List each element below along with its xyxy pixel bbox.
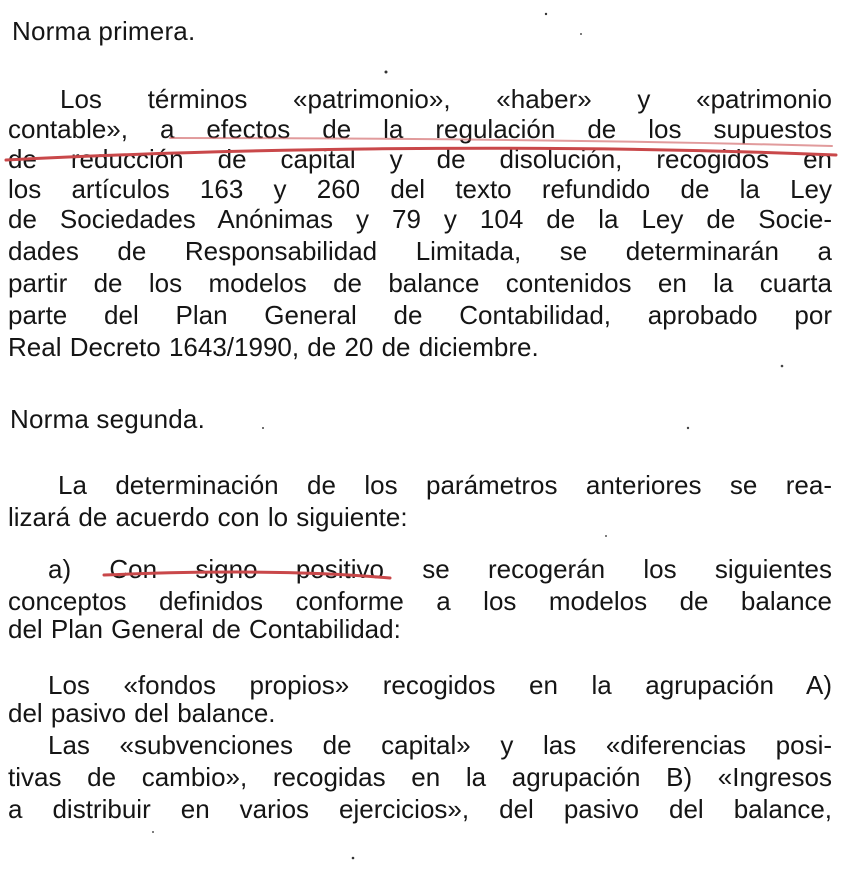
scan-speck [580, 33, 582, 35]
text-line: lizará de acuerdo con lo siguiente: [8, 502, 408, 532]
scan-speck [385, 71, 388, 74]
text-line: contable», a efectos de la regulación de los supuestos [8, 114, 832, 144]
text-line: a distribuir en varios ejercicios», del pasivo del balance, [8, 794, 832, 824]
scan-speck [152, 831, 154, 833]
text-line: del pasivo del balance. [8, 698, 276, 728]
text-line: partir de los modelos de balance contenidos en la cuarta [8, 268, 832, 298]
scan-speck [605, 535, 607, 537]
text-line: a) Con signo positivo se recogerán los siguientes [48, 554, 832, 584]
text-line: los artículos 163 y 260 del texto refundido de la Ley [8, 174, 832, 204]
text-line: parte del Plan General de Contabilidad, aprobado por [8, 300, 832, 330]
text-line: de reducción de capital y de disolución, recogidos en [8, 144, 832, 174]
norma-segunda-heading: Norma segunda. [10, 404, 206, 434]
text-line: Los «fondos propios» recogidos en la agrupación A) [48, 670, 832, 700]
text-line: conceptos definidos conforme a los modelos de balance [8, 586, 832, 616]
text-line: de Sociedades Anónimas y 79 y 104 de la Ley de Socie- [8, 204, 832, 234]
text-line: dades de Responsabilidad Limitada, se determinarán a [8, 236, 832, 266]
text-line: del Plan General de Contabilidad: [8, 614, 401, 644]
scan-speck [352, 857, 355, 860]
text-line: Las «subvenciones de capital» y las «diferencias posi- [48, 730, 832, 760]
text-line: Real Decreto 1643/1990, de 20 de diciembre. [8, 332, 539, 362]
text-line: La determinación de los parámetros anteriores se rea- [58, 470, 832, 500]
scan-speck [545, 13, 547, 15]
norma-primera-heading: Norma primera. [12, 16, 196, 46]
scan-speck [687, 427, 689, 429]
scan-speck [781, 365, 784, 368]
text-line: Los términos «patrimonio», «haber» y «patrimonio [60, 84, 832, 114]
text-line: tivas de cambio», recogidas en la agrupación B) «Ingresos [8, 762, 832, 792]
scan-speck [262, 427, 264, 429]
